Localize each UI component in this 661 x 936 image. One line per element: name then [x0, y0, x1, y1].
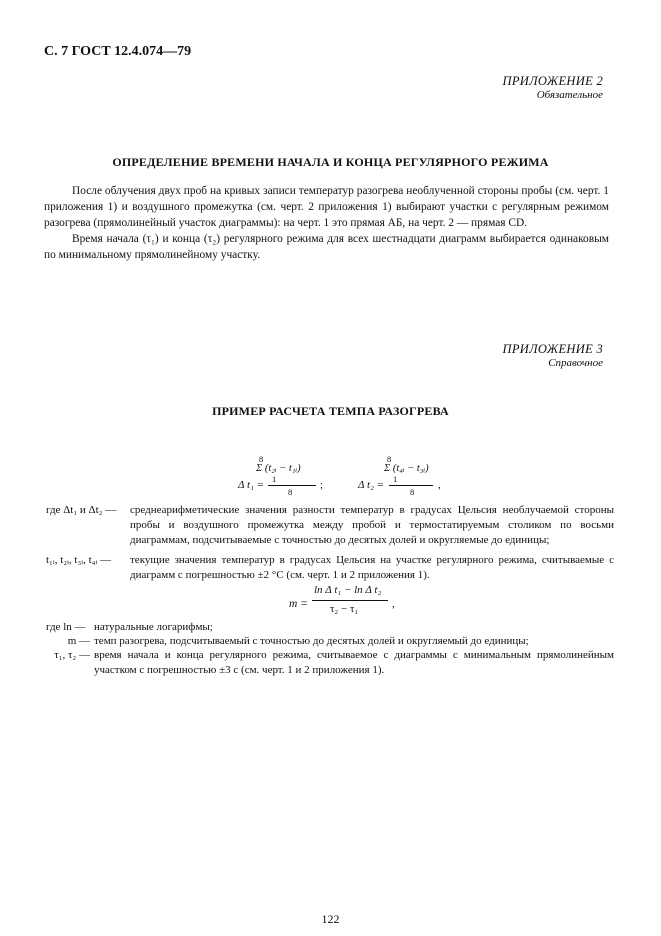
fraction-denominator-a: 8 [288, 487, 293, 497]
appendix-2-heading: ОПРЕДЕЛЕНИЕ ВРЕМЕНИ НАЧАЛА И КОНЦА РЕГУЛЯРНОГО РЕЖИМА [112, 155, 549, 169]
formula-lhs-a: Δ t₁ = [238, 479, 265, 491]
formula-separator-a: ; [320, 479, 324, 491]
formula-separator-b: , [438, 479, 441, 491]
fraction-denominator: τ₂ − τ₁ [330, 603, 359, 615]
document-reference: С. 7 ГОСТ 12.4.074—79 [44, 44, 192, 59]
appendix-3-heading: ПРИМЕР РАСЧЕТА ТЕМПА РАЗОГРЕВА [212, 404, 449, 418]
gloss-term: τ₁, τ₂ — [54, 649, 90, 661]
appendix-3-status: Справочное [548, 357, 603, 369]
appendix-2-label [503, 74, 603, 101]
appendix-3-title: ПРИЛОЖЕНИЕ 3 [502, 342, 603, 356]
appendix-2-title: ПРИЛОЖЕНИЕ 2 [502, 74, 603, 88]
gloss-term: где ln — [46, 621, 86, 633]
formula-lhs-b: Δ t₂ = [358, 479, 385, 491]
gloss-definition: среднеарифметические значения разности температур в градусах Цельсия необлучаемой стороны пробы и воздушного промежутка между пробой и термостатируемым столиком по восьми диаграммам, подсчитываемые с точностью до десятых долей и округляемые до единицы; [130, 504, 614, 546]
formula-lhs: m = [289, 598, 308, 610]
gloss-term: t₁ᵢ, t₂ᵢ, t₃ᵢ, t₄ᵢ — [46, 554, 112, 566]
fraction-numerator: ln Δ t₁ − ln Δ t₂ [314, 584, 382, 596]
formula-separator: , [392, 598, 395, 610]
page-number: 122 [321, 912, 340, 926]
gloss-term: где Δt₁ и Δt₂ — [46, 504, 117, 516]
appendix-2-paragraph-2: Время начала (τ₁) и конца (τ₂) регулярного режима для всех шестнадцати диаграмм выбирается одинаковым по минимальному прямолинейному участку. [44, 233, 609, 261]
gloss-definition: натуральные логарифмы; [94, 621, 213, 633]
fraction-numerator-b: 1 [393, 474, 398, 484]
gloss-definition: время начала и конца регулярного режима, считываемое с диаграммы с минимальным прямолинейным участком с погрешностью ±3 с (см. черт. 1 и 2 приложения 1). [94, 649, 614, 676]
appendix-3-label [503, 342, 603, 369]
sum-upper-limit-b: 8 [387, 454, 392, 464]
sum-expression-b: Σ (t₄ᵢ − t₃ᵢ) [384, 463, 429, 474]
gloss-definition: текущие значения температур в градусах Цельсия на участке регулярного режима, считываемые с диаграмм с погрешностью ±2 °С (см. черт. 1 и 2 приложения 1). [130, 554, 614, 581]
sum-expression-a: Σ (t₂ᵢ − t₁ᵢ) [256, 463, 301, 474]
gloss-definition: темп разогрева, подсчитываемый с точностью до десятых долей и округляемый до единицы; [94, 635, 529, 647]
appendix-2-paragraph-1: После облучения двух проб на кривых записи температур разогрева необлученной стороны пробы (см. черт. 1 приложения 1) и воздушного промежутка (см. черт. 2 приложения 1) выбирают участки с регулярным режимом разогрева (прямолинейный участок диаграммы): на черт. 1 это прямая АБ, на черт. 2 — прямая CD. [44, 185, 609, 229]
gloss-term: m — [67, 635, 90, 647]
fraction-bar-b [389, 485, 433, 486]
sum-upper-limit-a: 8 [259, 454, 264, 464]
appendix-2-status: Обязательное [536, 89, 603, 101]
appendix-2-body [44, 183, 609, 263]
fraction-numerator-a: 1 [272, 474, 277, 484]
fraction-bar-a [268, 485, 316, 486]
fraction-denominator-b: 8 [410, 487, 415, 497]
fraction-bar [312, 600, 388, 601]
